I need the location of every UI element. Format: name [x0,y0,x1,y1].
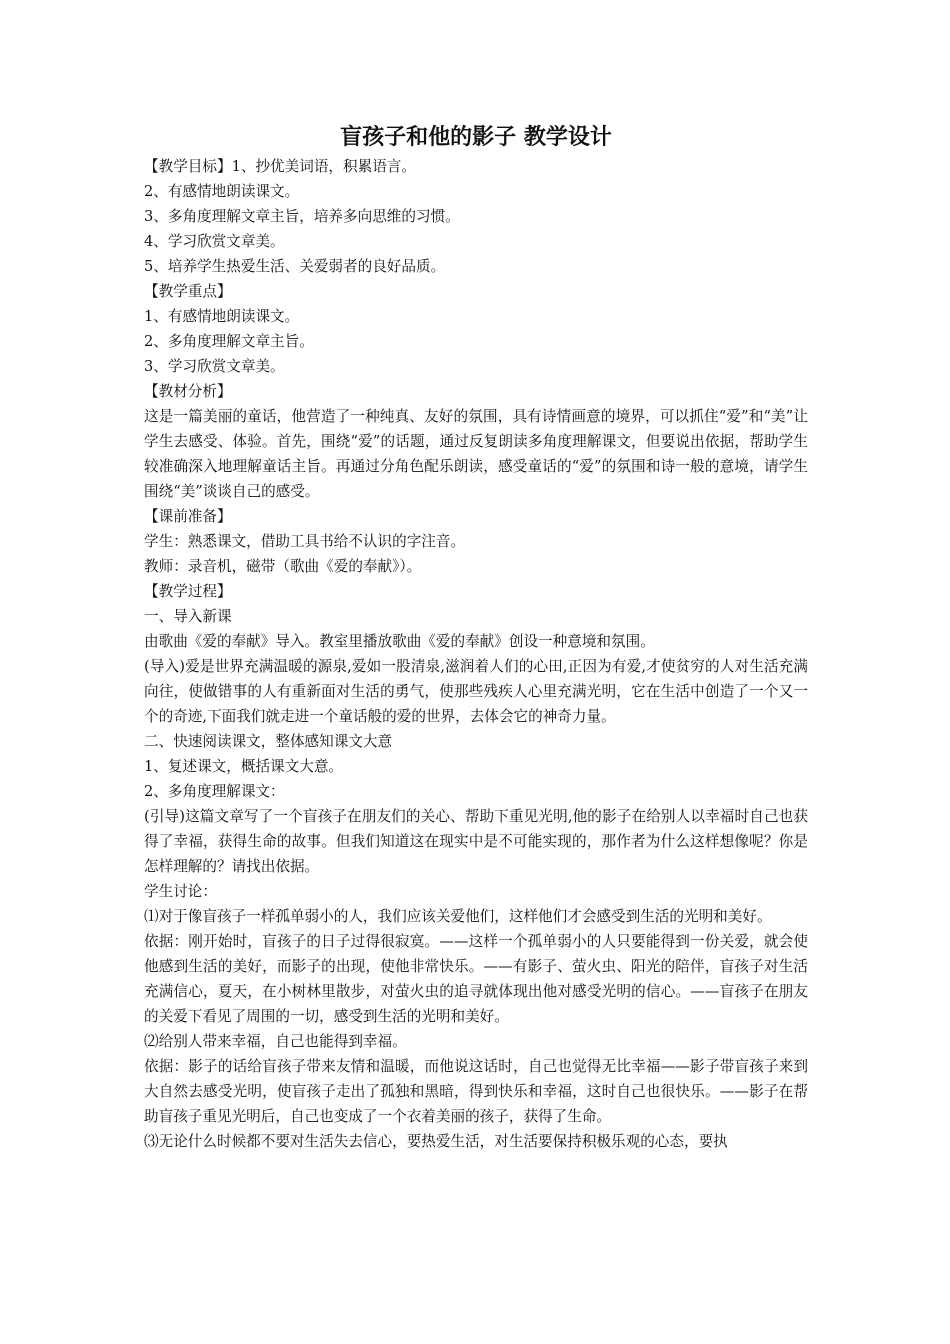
key-point-2: 2、多角度理解文章主旨。 [144,333,314,350]
preparation-student: 学生：熟悉课文，借助工具书给不认识的字注音。 [144,533,466,550]
section-2-item-1: 1、复述课文，概括课文大意。 [144,758,344,775]
objective-2: 2、有感情地朗读课文。 [144,183,300,200]
document-title: 盲孩子和他的影子 教学设计 [340,124,612,150]
section-1-heading: 一、导入新课 [144,608,232,625]
preparation-heading: 【课前准备】 [144,508,232,525]
analysis-heading: 【教材分析】 [144,383,232,400]
evidence-1-paragraph: 依据：刚开始时，盲孩子的日子过得很寂寞。——这样一个孤单弱小的人只要能得到一份关爱，就会使他感到生活的美好，而影子的出现，使他非常快乐。——有影子、萤火虫、阳光的陪伴，盲孩子对生活充满信心，夏天，在小树林里散步，对萤火虫的追寻就体现出他对感受光明的信心。——盲孩子在朋友的关爱下看见了周围的一切，感受到生活的光明和美好。 [144,933,808,1025]
preparation-teacher: 教师：录音机，磁带（歌曲《爱的奉献》）。 [144,558,422,575]
discussion-heading: 学生讨论： [144,883,217,900]
section-2-heading: 二、快速阅读课文，整体感知课文大意 [144,733,393,750]
section-2-item-2: 2、多角度理解课文： [144,783,285,800]
guide-paragraph: (引导)这篇文章写了一个盲孩子在朋友们的关心、帮助下重见光明,他的影子在给别人以幸福时自己也获得了幸福，获得生命的故事。但我们知道这在现实中是不可能实现的，那作者为什么这样想像呢？你是怎样理解的？请找出依据。 [144,808,808,875]
objectives-heading-line: 【教学目标】1、抄优美词语，积累语言。 [144,158,416,175]
key-point-3: 3、学习欣赏文章美。 [144,358,285,375]
key-point-1: 1、有感情地朗读课文。 [144,308,300,325]
evidence-2-paragraph: 依据：影子的话给盲孩子带来友情和温暖，而他说这话时，自己也觉得无比幸福——影子带盲孩子来到大自然去感受光明，使盲孩子走出了孤独和黑暗，得到快乐和幸福，这时自己也很快乐。——影子在帮助盲孩子重见光明后，自己也变成了一个衣着美丽的孩子，获得了生命。 [144,1058,808,1125]
document-body [144,122,808,1154]
discussion-point-3: ⑶无论什么时候都不要对生活失去信心，要热爱生活，对生活要保持积极乐观的心态，要执 [144,1133,728,1150]
key-points-heading: 【教学重点】 [144,283,232,300]
intro-paragraph: (导入)爱是世界充满温暖的源泉,爱如一股清泉,滋润着人们的心田,正因为有爱,才使贫穷的人对生活充满向往，使做错事的人有重新面对生活的勇气，使那些残疾人心里充满光明，它在生活中创造了一个又一个的奇迹,下面我们就走进一个童话般的爱的世界，去体会它的神奇力量。 [144,658,808,725]
objective-4: 4、学习欣赏文章美。 [144,233,285,250]
objective-3: 3、多角度理解文章主旨，培养多向思维的习惯。 [144,208,460,225]
intro-song-line: 由歌曲《爱的奉献》导入。教室里播放歌曲《爱的奉献》创设一种意境和氛围。 [144,633,655,650]
process-heading: 【教学过程】 [144,583,232,600]
objective-5: 5、培养学生热爱生活、关爱弱者的良好品质。 [144,258,446,275]
analysis-paragraph: 这是一篇美丽的童话，他营造了一种纯真、友好的氛围，具有诗情画意的境界，可以抓住“爱”和“美”让学生去感受、体验。首先，围绕“爱”的话题，通过反复朗读多角度理解课文，但要说出依据，帮助学生较准确深入地理解童话主旨。再通过分角色配乐朗读，感受童话的“爱”的氛围和诗一般的意境，请学生围绕“美”谈谈自己的感受。 [144,408,808,500]
discussion-point-2: ⑵给别人带来幸福，自己也能得到幸福。 [144,1033,407,1050]
discussion-point-1: ⑴对于像盲孩子一样孤单弱小的人，我们应该关爱他们，这样他们才会感受到生活的光明和美好。 [144,908,772,925]
